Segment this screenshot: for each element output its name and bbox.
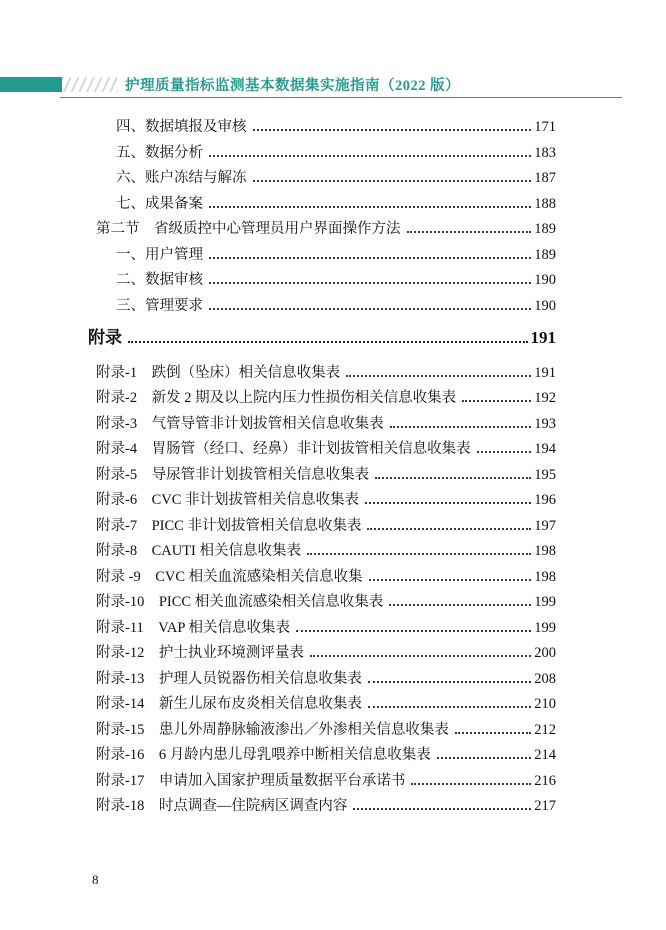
toc-entry-label: 附录-2 新发 2 期及以上院内压力性损伤相关信息收集表 <box>96 390 457 406</box>
toc-entry <box>88 517 556 535</box>
dot-leader <box>209 206 531 208</box>
toc-entry <box>88 542 556 560</box>
toc-page-number: 190 <box>534 272 556 288</box>
toc-entry <box>88 389 556 407</box>
dot-leader <box>437 757 532 759</box>
dot-leader <box>307 553 531 555</box>
toc-entry-label: 附录 <box>88 327 122 347</box>
toc-entry-label: 附录-1 跌倒（坠床）相关信息收集表 <box>96 364 341 381</box>
toc-entry-label: 附录-13 护理人员锐器伤相关信息收集表 <box>96 670 362 687</box>
toc-entry-label: 附录-10 PICC 相关血流感染相关信息收集表 <box>96 594 384 610</box>
toc-entry-label: 附录-6 CVC 非计划拔管相关信息收集表 <box>96 492 360 508</box>
toc-entry-label: 附录-8 CAUTI 相关信息收集表 <box>96 543 302 559</box>
toc-page-number: 189 <box>534 246 556 263</box>
toc-entry <box>88 271 556 289</box>
toc-list <box>88 118 556 823</box>
toc-page-number: 210 <box>534 696 556 712</box>
dot-leader <box>375 477 531 479</box>
toc-entry-label: 六、账户冻结与解冻 <box>116 170 247 186</box>
toc-entry <box>88 568 556 586</box>
toc-entry <box>88 440 556 458</box>
toc-page-number: 193 <box>534 415 556 432</box>
toc-page-number: 199 <box>534 594 556 610</box>
footer-page-number: 8 <box>92 872 99 887</box>
toc-page-number: 216 <box>534 772 556 789</box>
dot-leader <box>209 257 531 259</box>
dot-leader <box>253 180 532 182</box>
toc-page-number: 192 <box>534 390 556 406</box>
toc-entry-label: 四、数据填报及审核 <box>116 119 247 135</box>
toc-entry <box>88 169 556 187</box>
toc-entry-label: 一、用户管理 <box>116 246 203 263</box>
toc-entry <box>88 670 556 688</box>
toc-entry <box>88 695 556 713</box>
toc-entry-label: 附录-17 申请加入国家护理质量数据平台承诺书 <box>96 772 406 789</box>
toc-page-number: 188 <box>534 195 556 212</box>
toc-entry <box>88 144 556 162</box>
header-rule <box>60 97 622 98</box>
toc-entry <box>88 220 556 238</box>
toc-page-number: 196 <box>534 492 556 508</box>
toc-entry <box>88 118 556 136</box>
toc-entry-label: 附录-12 护士执业环境测评量表 <box>96 645 304 661</box>
dot-leader <box>411 783 531 785</box>
dot-leader <box>296 630 531 632</box>
toc-page-number: 208 <box>534 670 556 687</box>
dot-leader <box>346 375 531 377</box>
dot-leader <box>390 426 532 428</box>
toc-entry <box>88 772 556 790</box>
toc-entry-label: 附录-5 导尿管非计划拔管相关信息收集表 <box>96 466 370 483</box>
toc-page-number: 191 <box>530 327 556 347</box>
toc-entry <box>88 195 556 213</box>
dot-leader <box>455 732 531 734</box>
toc-entry-label: 三、管理要求 <box>116 297 203 314</box>
toc-entry <box>88 644 556 662</box>
dot-leader <box>253 129 532 131</box>
toc-section-heading <box>88 328 556 348</box>
dot-leader <box>368 706 531 708</box>
toc-page-number: 187 <box>534 170 556 186</box>
toc-page-number: 191 <box>534 364 556 381</box>
toc-entry-label: 附录-16 6 月龄内患儿母乳喂养中断相关信息收集表 <box>96 747 431 763</box>
dot-leader <box>365 502 531 504</box>
toc-page-number: 198 <box>534 568 556 585</box>
toc-entry <box>88 797 556 815</box>
toc-page-number: 217 <box>534 798 556 814</box>
toc-entry <box>88 246 556 264</box>
dot-leader <box>128 341 528 343</box>
dot-leader <box>369 579 532 581</box>
toc-entry <box>88 746 556 764</box>
toc-page-number: 194 <box>534 441 556 457</box>
toc-entry <box>88 466 556 484</box>
toc-page-number: 197 <box>534 517 556 534</box>
toc-entry <box>88 491 556 509</box>
toc-entry <box>88 415 556 433</box>
dot-leader <box>209 308 531 310</box>
toc-entry-label: 七、成果备案 <box>116 195 203 212</box>
dot-leader <box>353 808 531 810</box>
toc-page-number: 199 <box>534 619 556 636</box>
toc-page-number: 214 <box>534 747 556 763</box>
toc-entry-label: 附录-3 气管导管非计划拔管相关信息收集表 <box>96 415 384 432</box>
toc-page-number: 189 <box>534 221 556 237</box>
dot-leader <box>209 282 531 284</box>
dot-leader <box>367 528 531 530</box>
toc-page-number: 183 <box>534 144 556 161</box>
toc-entry-label: 附录-7 PICC 非计划拔管相关信息收集表 <box>96 517 362 534</box>
toc-entry-label: 五、数据分析 <box>116 144 203 161</box>
toc-page-number: 190 <box>534 297 556 314</box>
header-accent-bar <box>0 77 62 92</box>
toc-entry-label: 附录-18 时点调查—住院病区调查内容 <box>96 798 348 814</box>
toc-entry <box>88 721 556 739</box>
dot-leader <box>310 655 531 657</box>
toc-page-number: 171 <box>534 119 556 135</box>
toc-entry-label: 二、数据审核 <box>116 272 203 288</box>
toc-entry <box>88 297 556 315</box>
dot-leader <box>368 681 531 683</box>
header-band <box>0 76 622 93</box>
running-header <box>0 76 622 98</box>
toc-entry-label: 附录-14 新生儿尿布皮炎相关信息收集表 <box>96 696 362 712</box>
toc-entry <box>88 619 556 637</box>
toc-entry-label: 附录 -9 CVC 相关血流感染相关信息收集 <box>96 568 363 585</box>
dot-leader <box>389 604 531 606</box>
toc-page-number: 212 <box>534 721 556 738</box>
toc-entry <box>88 364 556 382</box>
toc-page-number: 198 <box>534 543 556 559</box>
dot-leader <box>462 400 531 402</box>
dot-leader <box>477 451 532 453</box>
toc-page-number: 195 <box>534 466 556 483</box>
toc-entry-label: 附录-15 患儿外周静脉输液渗出／外渗相关信息收集表 <box>96 721 449 738</box>
dot-leader <box>407 231 532 233</box>
toc-entry-label: 附录-11 VAP 相关信息收集表 <box>96 619 291 636</box>
header-stripe-pattern <box>62 77 118 92</box>
toc-page-number: 200 <box>534 645 556 661</box>
toc-entry <box>88 593 556 611</box>
toc-entry-label: 附录-4 胃肠管（经口、经鼻）非计划拔管相关信息收集表 <box>96 441 471 457</box>
header-title: 护理质量指标监测基本数据集实施指南（2022 版） <box>125 78 461 94</box>
toc-entry-label: 第二节 省级质控中心管理员用户界面操作方法 <box>96 221 401 237</box>
dot-leader <box>209 155 531 157</box>
